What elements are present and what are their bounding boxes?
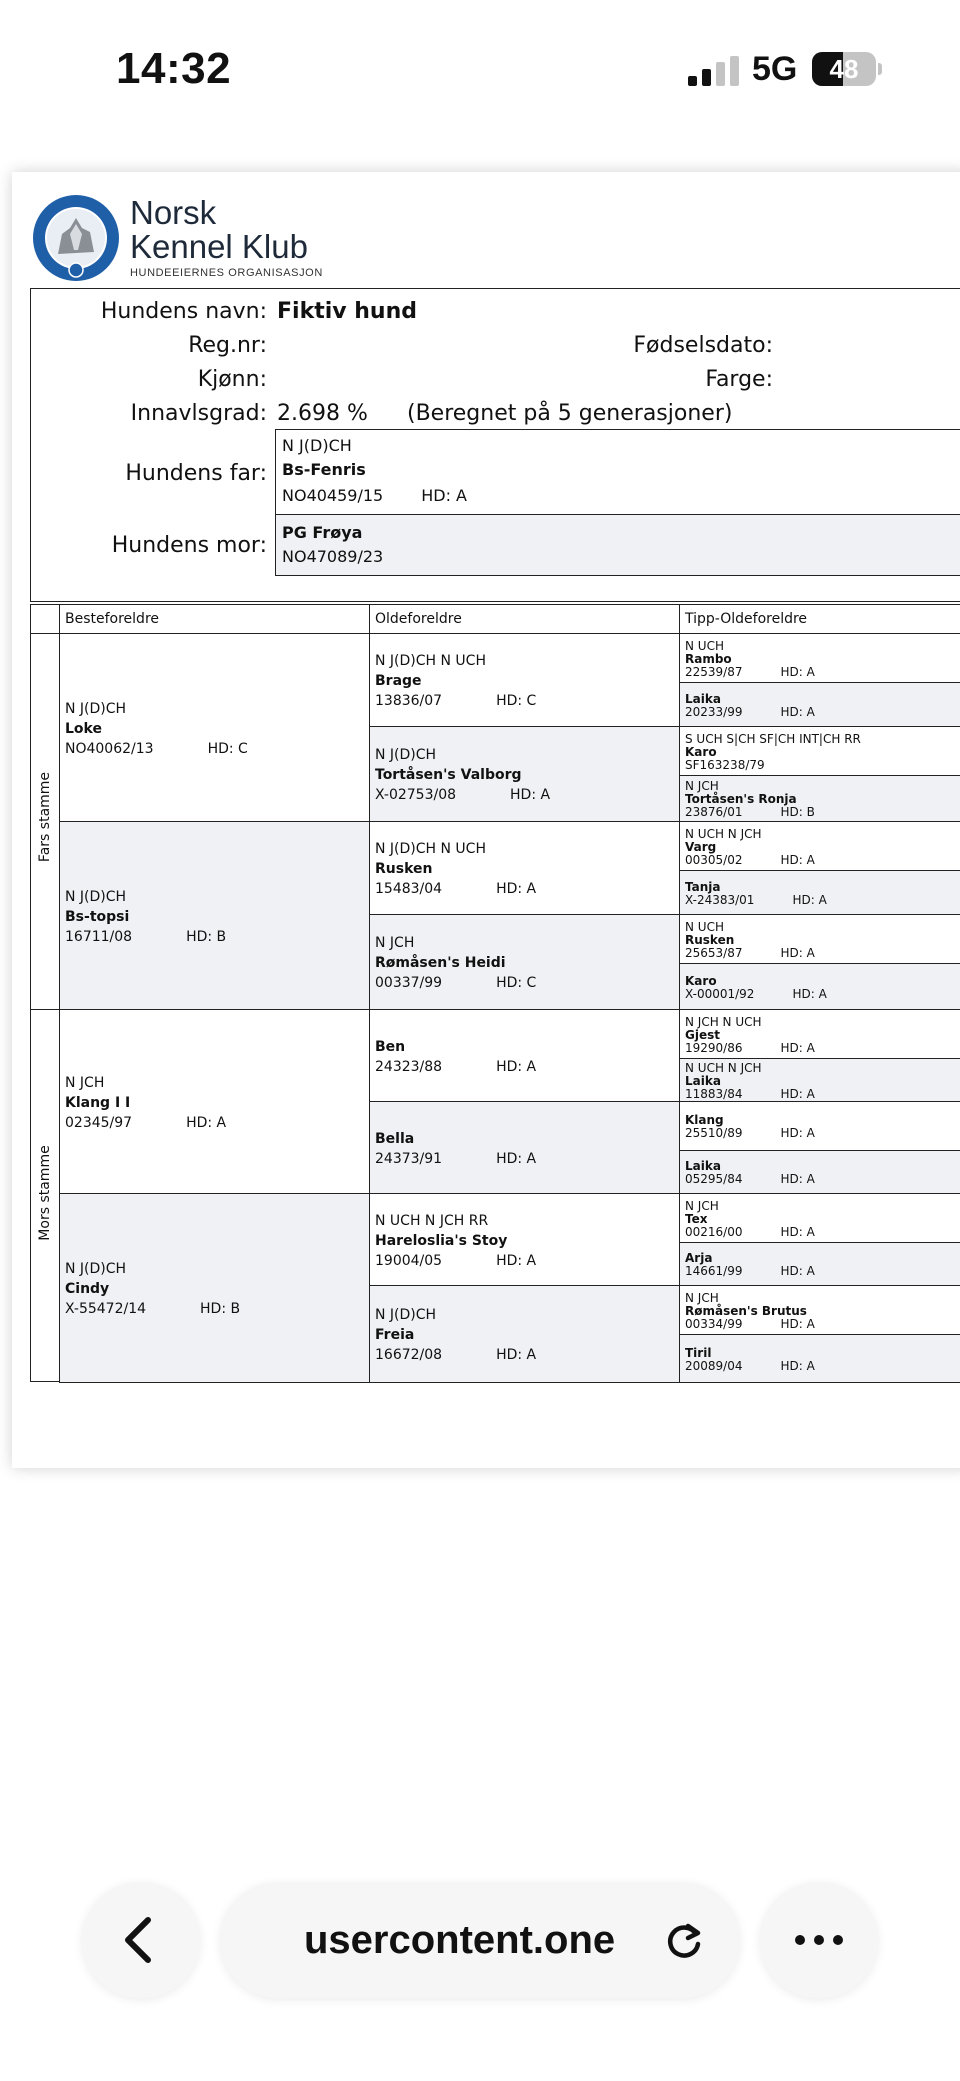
great-great-grandparent-reg: 19290/86 HD: A [685,1041,815,1055]
grandparent-cell [59,1009,370,1194]
great-great-grandparent-name: Tanja [685,880,721,894]
great-great-grandparent-name: Tortåsen's Ronja [685,792,797,806]
great-grandparent-cell [369,1101,680,1194]
address-bar[interactable] [220,1882,740,1998]
header-great-great-grandparents: Tipp-Oldeforeldre [679,604,960,634]
great-grandparent-reg: 24323/88 HD: A [375,1059,537,1075]
dog-name: Fiktiv hund [277,299,417,324]
great-grandparent-cell [369,914,680,1010]
status-time: 14:32 [116,44,232,93]
great-great-grandparent-title: N JCH N UCH [685,1015,762,1029]
great-great-grandparent-name: Varg [685,840,717,854]
grandparent-reg: NO40062/13 HD: C [65,741,248,757]
sex-label: Kjønn: [197,367,267,392]
signal-icon [688,56,740,86]
great-grandparent-reg: 24373/91 HD: A [375,1151,537,1167]
great-grandparent-title: N J(D)CH [375,747,437,763]
great-great-grandparent-reg: 14661/99 HD: A [685,1264,815,1278]
mother-label: Hundens mor: [111,533,267,558]
more-button[interactable] [760,1882,878,1998]
great-grandparent-name: Hareloslia's Stoy [375,1233,508,1249]
great-great-grandparent-cell [679,1101,960,1151]
great-great-grandparent-name: Gjest [685,1028,720,1042]
great-great-grandparent-name: Karo [685,745,717,759]
mother-reg: NO47089/23 [282,547,384,566]
great-great-grandparent-name: Laika [685,1074,721,1088]
great-grandparent-title: N J(D)CH N UCH [375,841,486,857]
great-great-grandparent-cell [679,914,960,964]
grandparent-cell [59,821,370,1010]
great-grandparent-reg: 16672/08 HD: A [375,1347,537,1363]
father-reg: NO40459/15 HD: A [282,486,467,505]
great-great-grandparent-cell [679,1242,960,1286]
corner-cell [30,604,60,634]
great-great-grandparent-cell [679,1285,960,1335]
great-great-grandparent-cell [679,870,960,915]
father-side-cell [30,633,60,1010]
great-grandparent-reg: 19004/05 HD: A [375,1253,537,1269]
great-grandparent-title: N J(D)CH N UCH [375,653,486,669]
great-great-grandparent-reg: SF163238/79 [685,758,765,772]
grandparent-title: N J(D)CH [65,701,127,717]
great-grandparent-name: Ben [375,1039,406,1055]
grandparent-cell [59,633,370,822]
great-grandparent-name: Bella [375,1131,415,1147]
pedigree-document [12,172,960,1468]
grandparent-reg: X-55472/14 HD: B [65,1301,241,1317]
great-great-grandparent-reg: 20233/99 HD: A [685,705,815,719]
great-grandparent-name: Rømåsen's Heidi [375,955,506,971]
grandparent-title: N JCH [65,1075,105,1091]
father-box [275,429,960,515]
mother-box [275,514,960,576]
great-great-grandparent-cell [679,726,960,776]
great-grandparent-cell [369,1009,680,1102]
great-grandparent-name: Rusken [375,861,433,877]
great-great-grandparent-reg: 20089/04 HD: A [685,1359,815,1373]
great-grandparent-title: N UCH N JCH RR [375,1213,489,1229]
great-grandparent-cell [369,821,680,915]
great-great-grandparent-name: Arja [685,1251,713,1265]
great-great-grandparent-name: Klang [685,1113,724,1127]
great-great-grandparent-cell [679,775,960,822]
great-great-grandparent-name: Rambo [685,652,732,666]
great-great-grandparent-cell [679,821,960,871]
father-side-label: Fars stamme [37,771,53,863]
grandparent-reg: 02345/97 HD: A [65,1115,227,1131]
grandparent-cell [59,1193,370,1383]
great-great-grandparent-cell [679,633,960,683]
great-great-grandparent-title: S UCH S|CH SF|CH INT|CH RR [685,732,861,746]
great-great-grandparent-name: Rusken [685,933,735,947]
mother-side-cell [30,1009,60,1382]
great-great-grandparent-name: Rømåsen's Brutus [685,1304,807,1318]
dog-info-box [30,288,960,602]
grandparent-name: Klang I I [65,1095,131,1111]
color-label: Farge: [705,367,773,392]
father-name: Bs-Fenris [282,460,366,479]
mother-side-label: Mors stamme [37,1145,53,1241]
great-grandparent-cell [369,1193,680,1286]
inbreeding-note: (Beregnet på 5 generasjoner) [407,401,733,426]
great-great-grandparent-name: Karo [685,974,717,988]
great-grandparent-cell [369,726,680,822]
logo-line2: Kennel Klub [130,228,308,265]
great-grandparent-cell [369,1285,680,1383]
great-great-grandparent-cell [679,682,960,727]
great-great-grandparent-reg: 25510/89 HD: A [685,1126,815,1140]
grandparent-name: Bs-topsi [65,909,130,925]
great-great-grandparent-title: N JCH [685,1291,719,1305]
grandparent-title: N J(D)CH [65,1261,127,1277]
mother-name: PG Frøya [282,523,363,542]
great-grandparent-cell [369,633,680,727]
great-grandparent-reg: 15483/04 HD: A [375,881,537,897]
father-label: Hundens far: [125,461,267,486]
great-great-grandparent-cell [679,1150,960,1194]
great-grandparent-title: N JCH [375,935,415,951]
battery-level: 48 [829,54,859,84]
great-great-grandparent-reg: X-24383/01 HD: A [685,893,827,907]
header-great-grandparents: Oldeforeldre [369,604,680,634]
great-great-grandparent-reg: 00305/02 HD: A [685,853,815,867]
network-type: 5G [752,50,798,88]
great-great-grandparent-title: N UCH N JCH [685,1061,762,1075]
great-great-grandparent-title: N JCH [685,779,719,793]
header-grandparents: Besteforeldre [59,604,370,634]
great-great-grandparent-reg: 11883/84 HD: A [685,1087,815,1101]
great-great-grandparent-reg: X-00001/92 HD: A [685,987,827,1001]
great-great-grandparent-name: Laika [685,1159,721,1173]
great-grandparent-reg: 13836/07 HD: C [375,693,537,709]
great-grandparent-reg: 00337/99 HD: C [375,975,537,991]
reload-icon[interactable] [660,1916,708,1964]
logo-line1: Norsk [130,194,217,231]
nkk-logo-icon [32,194,120,282]
great-great-grandparent-name: Tiril [685,1346,712,1360]
great-great-grandparent-reg: 22539/87 HD: A [685,665,815,679]
logo-subtitle: HUNDEEIERNES ORGANISASJON [130,267,323,279]
great-great-grandparent-title: N UCH [685,639,724,653]
inbreeding-value: 2.698 % [277,401,368,426]
grandparent-name: Cindy [65,1281,110,1297]
grandparent-reg: 16711/08 HD: B [65,929,227,945]
great-grandparent-title: N J(D)CH [375,1307,437,1323]
great-great-grandparent-title: N UCH [685,920,724,934]
great-great-grandparent-reg: 25653/87 HD: A [685,946,815,960]
father-title: N J(D)CH [282,436,352,455]
back-button[interactable] [82,1882,200,1998]
pedigree-table [30,604,960,1382]
great-great-grandparent-name: Laika [685,692,721,706]
grandparent-name: Loke [65,721,102,737]
name-label: Hundens navn: [100,299,267,324]
great-great-grandparent-title: N UCH N JCH [685,827,762,841]
great-great-grandparent-reg: 23876/01 HD: B [685,805,815,819]
great-great-grandparent-name: Tex [685,1212,708,1226]
great-great-grandparent-reg: 00216/00 HD: A [685,1225,815,1239]
ellipsis-icon [760,1882,878,1998]
great-great-grandparent-reg: 05295/84 HD: A [685,1172,815,1186]
birthdate-label: Fødselsdato: [633,333,773,358]
great-grandparent-name: Brage [375,673,422,689]
battery-icon [812,52,876,86]
great-great-grandparent-cell [679,963,960,1010]
great-great-grandparent-cell [679,1058,960,1102]
battery-tip [878,63,882,75]
great-great-grandparent-cell [679,1193,960,1243]
great-grandparent-name: Tortåsen's Valborg [375,767,522,783]
url-text: usercontent.one [304,1918,616,1962]
great-grandparent-name: Freia [375,1327,415,1343]
great-great-grandparent-cell [679,1334,960,1383]
inbreeding-label: Innavlsgrad: [130,401,267,426]
great-great-grandparent-title: N JCH [685,1199,719,1213]
regnr-label: Reg.nr: [188,333,267,358]
great-grandparent-reg: X-02753/08 HD: A [375,787,551,803]
chevron-left-icon [82,1882,200,1998]
great-great-grandparent-cell [679,1009,960,1059]
grandparent-title: N J(D)CH [65,889,127,905]
great-great-grandparent-reg: 00334/99 HD: A [685,1317,815,1331]
status-bar [0,0,960,140]
